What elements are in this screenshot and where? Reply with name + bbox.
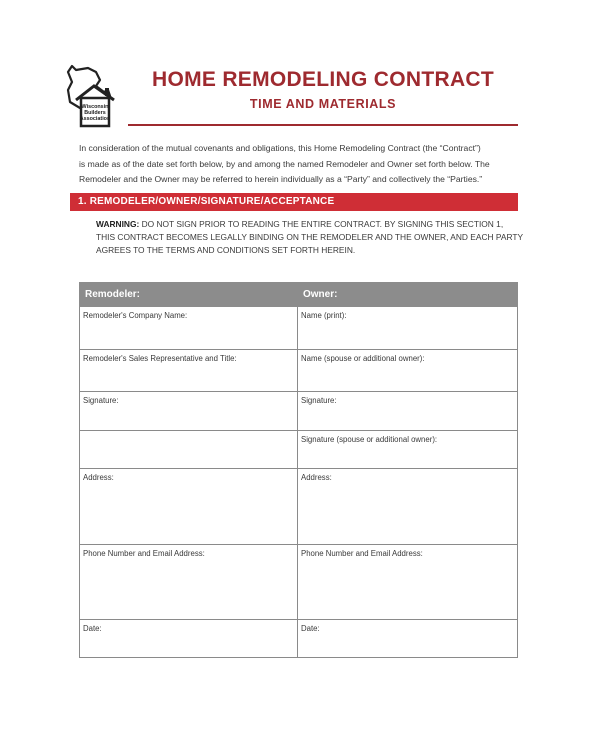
table-header-row (80, 283, 518, 307)
owner-date-field[interactable]: Date: (298, 620, 518, 658)
house-chimney (105, 88, 109, 96)
document-subtitle: TIME AND MATERIALS (249, 97, 397, 111)
owner-phone-email-field[interactable]: Phone Number and Email Address: (298, 545, 518, 620)
table-row (80, 431, 518, 469)
wisconsin-builders-association-logo (62, 62, 126, 130)
table-row (80, 350, 518, 392)
table-row (80, 469, 518, 545)
intro-paragraph (79, 141, 519, 188)
logo-text-line-3: Association (79, 116, 111, 122)
remodeler-sales-rep-field[interactable]: Remodeler's Sales Representative and Title: (80, 350, 298, 392)
owner-address-field[interactable]: Address: (298, 469, 518, 545)
warning-line: DO NOT SIGN PRIOR TO READING THE ENTIRE CONTRACT. BY SIGNING THIS SECTION 1, (139, 219, 504, 229)
section-1-heading: 1. REMODELER/OWNER/SIGNATURE/ACCEPTANCE (70, 193, 518, 211)
signature-acceptance-table (79, 282, 518, 658)
owner-name-print-field[interactable]: Name (print): (298, 307, 518, 350)
logo-text-line-2: Builders (84, 110, 106, 116)
title-divider (128, 124, 518, 126)
table-row (80, 307, 518, 350)
remodeler-blank-field[interactable] (80, 431, 298, 469)
remodeler-date-field[interactable]: Date: (80, 620, 298, 658)
remodeler-signature-field[interactable]: Signature: (80, 392, 298, 431)
owner-column-header: Owner: (298, 283, 518, 307)
owner-signature-field[interactable]: Signature: (298, 392, 518, 431)
intro-line: is made as of the date set forth below, by and among the named Remodeler and Owner set forth below. The (79, 158, 490, 169)
owner-spouse-name-field[interactable]: Name (spouse or additional owner): (298, 350, 518, 392)
table-row (80, 392, 518, 431)
table-row (80, 620, 518, 658)
intro-line: In consideration of the mutual covenants and obligations, this Home Remodeling Contract (the “Contract”) (79, 143, 481, 153)
remodeler-column-header: Remodeler: (80, 283, 298, 307)
owner-spouse-signature-field[interactable]: Signature (spouse or additional owner): (298, 431, 518, 469)
logo-text-line-1: Wisconsin (81, 104, 109, 110)
warning-label: WARNING: (96, 219, 140, 229)
document-title: HOME REMODELING CONTRACT (151, 68, 495, 91)
remodeler-address-field[interactable]: Address: (80, 469, 298, 545)
remodeler-phone-email-field[interactable]: Phone Number and Email Address: (80, 545, 298, 620)
warning-line: AGREES TO THE TERMS AND CONDITIONS SET FORTH HEREIN. (96, 244, 356, 255)
table-row (80, 545, 518, 620)
warning-paragraph (96, 218, 524, 256)
intro-line: Remodeler and the Owner may be referred to herein individually as a “Party” and collectively the “Parties.” (79, 174, 483, 184)
warning-line: THIS CONTRACT BECOMES LEGALLY BINDING ON THE REMODELER AND THE OWNER, AND EACH PARTY (96, 231, 524, 242)
remodeler-company-name-field[interactable]: Remodeler's Company Name: (80, 307, 298, 350)
